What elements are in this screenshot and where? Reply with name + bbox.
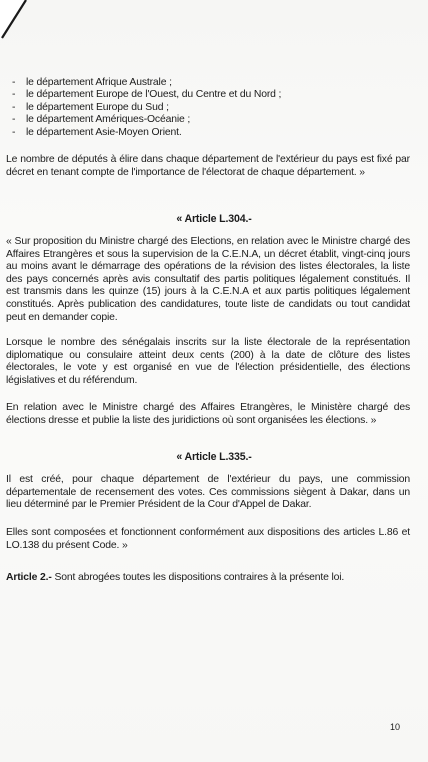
article-2-text: Sont abrogées toutes les dispositions contraires à la présente loi. [51,572,345,583]
article-l335-paragraph-2: Elles sont composées et fonctionnent conformément aux dispositions des articles L.86 et LO.138 du présent Code. » [6,527,410,551]
list-item: - le département Asie-Moyen Orient. [12,126,182,138]
article-l335-paragraph-1: Il est créé, pour chaque département de l'extérieur du pays, une commission départementale de recensement des votes. Ces commissions siègent à Dakar, dans un lieu déterminé par le Premier Président de la Cour d'Appel de Dakar. [6,474,410,511]
page-corner-fold [0,0,60,60]
article-l335-heading: « Article L.335.- [176,451,252,463]
article-l304-paragraph-3: En relation avec le Ministre chargé des Affaires Etrangères, le Ministère chargé des élections dresse et publie la liste des juridictions où sont organisées les élections. » [6,402,410,426]
list-item: - le département Afrique Australe ; [12,77,172,88]
intro-paragraph: Le nombre de députés à élire dans chaque département de l'extérieur du pays est fixé par décret en tenant compte de l'importance de l'électorat de chaque département. » [6,154,410,178]
list-item: - le département Amériques-Océanie ; [12,114,191,126]
article-l304-paragraph-2: Lorsque le nombre des sénégalais inscrits sur la liste électorale de la représentation diplomatique ou consulaire atteint deux cents (200) à la date de clôture des listes électorales, le vote y est organisé en vue de l'élection présidentielle, des élections législatives et du référendum. [6,337,410,386]
department-list [12,77,412,139]
article-2-paragraph [6,572,410,585]
article-2-label: Article 2.- [6,572,52,583]
list-item: - le département Europe de l'Ouest, du Centre et du Nord ; [12,89,282,101]
article-l304-heading: « Article L.304.- [176,213,252,225]
list-item: - le département Europe du Sud ; [12,101,169,113]
page-number: 10 [389,722,400,732]
article-l304-paragraph-1: « Sur proposition du Ministre chargé des Elections, en relation avec le Ministre chargé des Affaires Etrangères et sous la supervision de la C.E.N.A, un décret établit, vingt-cinq jours au moins avant le démarrage des opérations de la révision des listes électorales, la liste des pays concernés après avis consultatif des partis politiques légalement constitués. Il est transmis dans les quinze (15) jours à la C.E.N.A et aux partis politiques légalement constitués. Après publication des candidatures, toute liste de candidats ou tout candidat peut en demander copie. [6,236,410,323]
